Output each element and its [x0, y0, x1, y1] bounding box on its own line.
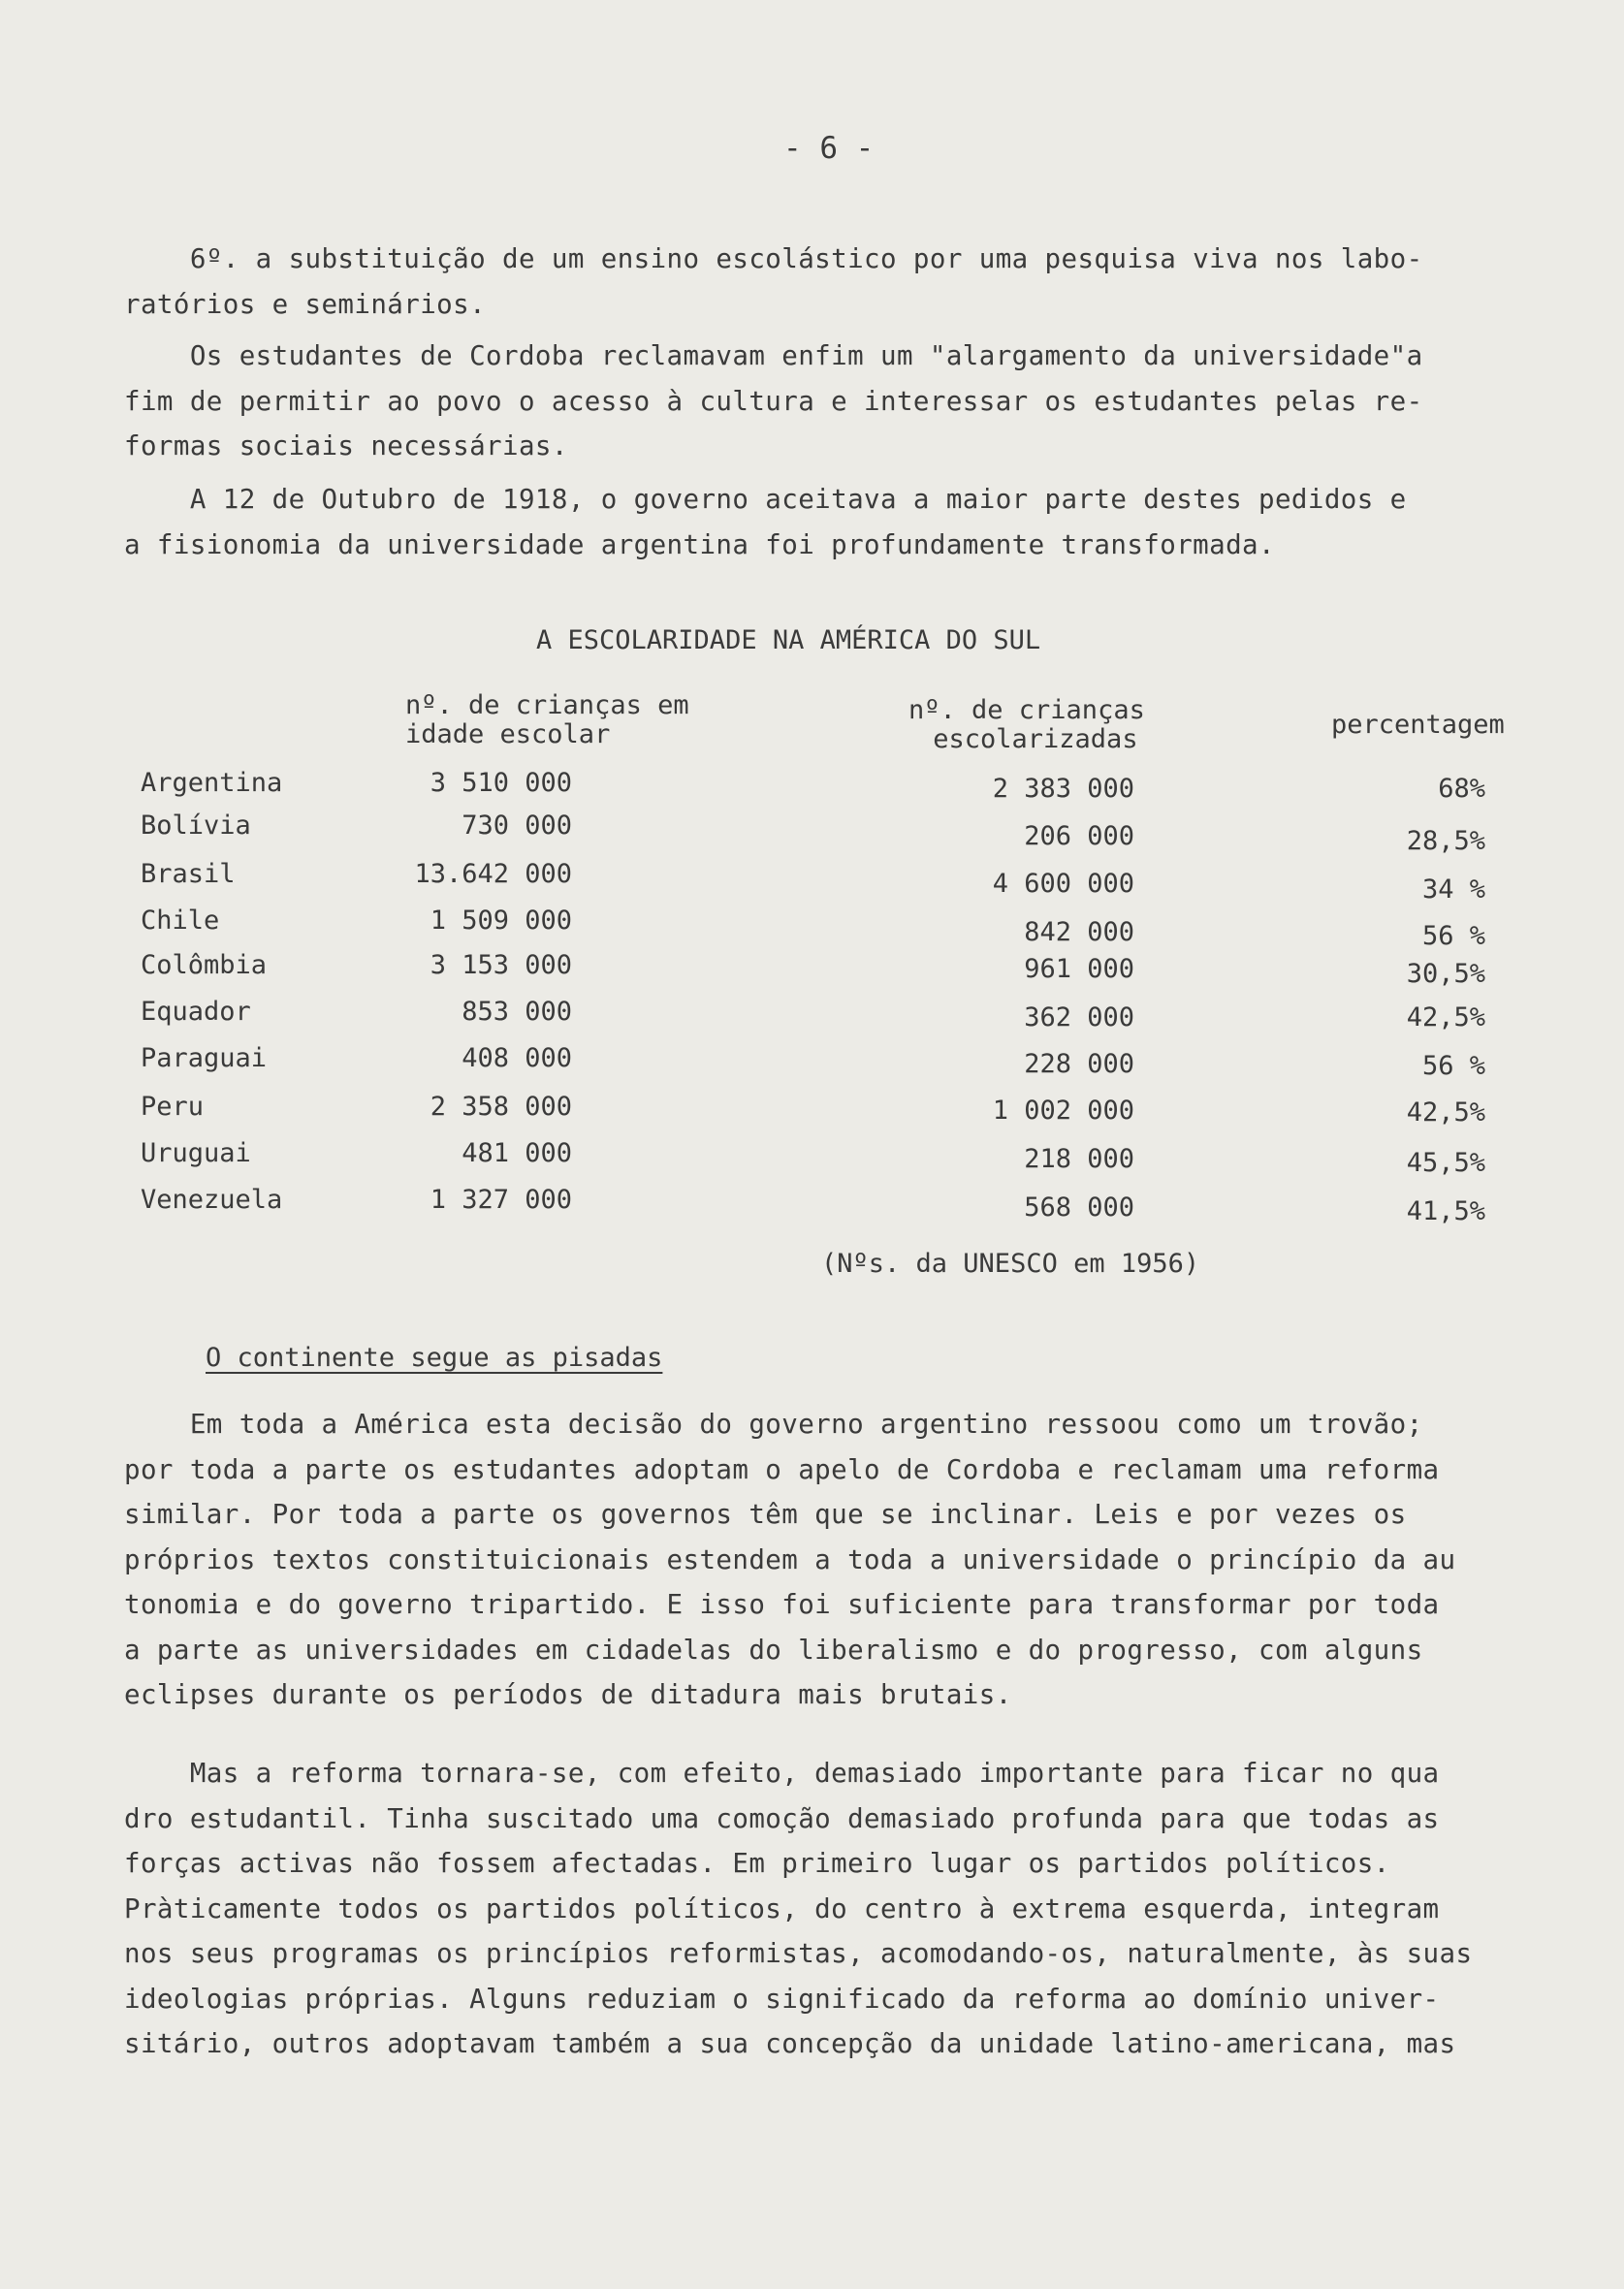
school-age-cell: 1 509 000	[430, 906, 572, 936]
country-cell: Peru	[141, 1092, 205, 1122]
enrolled-cell: 4 600 000	[992, 869, 1134, 899]
table-source-note: (Nºs. da UNESCO em 1956)	[821, 1249, 1200, 1279]
school-age-cell: 481 000	[462, 1138, 572, 1168]
body-paragraph-1	[124, 1402, 1520, 1718]
country-cell: Bolívia	[141, 811, 251, 841]
text-line: sitário, outros adoptavam também a sua concepção da unidade latino-americana, mas	[124, 2028, 1456, 2059]
table-title: A ESCOLARIDADE NA AMÉRICA DO SUL	[536, 625, 1041, 655]
enrolled-cell: 206 000	[1024, 821, 1134, 851]
header-line: idade escolar	[405, 719, 611, 749]
enrolled-cell: 362 000	[1024, 1002, 1134, 1033]
intro-paragraph-1	[124, 237, 1520, 327]
section-heading: O continente segue as pisadas	[206, 1343, 663, 1373]
header-percentage: percentagem	[1331, 710, 1505, 740]
percentage-cell: 41,5%	[1406, 1196, 1485, 1226]
text-line: formas sociais necessárias.	[124, 430, 568, 461]
school-age-cell: 408 000	[462, 1043, 572, 1073]
intro-paragraph-2	[124, 334, 1520, 469]
school-age-cell: 853 000	[462, 997, 572, 1027]
text-line: próprios textos constituicionais estendem a toda a universidade o princípio da au	[124, 1543, 1456, 1575]
text-line: similar. Por toda a parte os governos têm que se inclinar. Leis e por vezes os	[124, 1499, 1407, 1530]
enrolled-cell: 218 000	[1024, 1144, 1134, 1174]
enrolled-cell: 2 383 000	[992, 774, 1134, 804]
text-line: Mas a reforma tornara-se, com efeito, demasiado importante para ficar no qua	[124, 1758, 1440, 1789]
percentage-cell: 56 %	[1421, 1051, 1485, 1081]
text-line: nos seus programas os princípios reformistas, acomodando-os, naturalmente, às suas	[124, 1938, 1473, 1969]
percentage-cell: 34 %	[1421, 874, 1485, 905]
body-paragraph-2	[124, 1751, 1520, 2067]
percentage-cell: 68%	[1438, 774, 1485, 804]
text-line: forças activas não fossem afectadas. Em primeiro lugar os partidos políticos.	[124, 1848, 1390, 1879]
text-line: Os estudantes de Cordoba reclamavam enfim um "alargamento da universidade"a	[124, 340, 1423, 371]
text-line: ratórios e seminários.	[124, 288, 487, 320]
country-cell: Equador	[141, 997, 251, 1027]
text-line: Pràticamente todos os partidos políticos, do centro à extrema esquerda, integram	[124, 1892, 1440, 1924]
school-age-cell: 13.642 000	[414, 859, 572, 889]
school-age-cell: 1 327 000	[430, 1185, 572, 1215]
page-number: - 6 -	[783, 131, 875, 166]
enrolled-cell: 842 000	[1024, 917, 1134, 947]
percentage-cell: 42,5%	[1406, 1097, 1485, 1128]
text-line: a parte as universidades em cidadelas do liberalismo e do progresso, com alguns	[124, 1634, 1423, 1666]
country-cell: Uruguai	[141, 1138, 251, 1168]
school-age-cell: 3 153 000	[430, 950, 572, 980]
text-line: 6º. a substituição de um ensino escolástico por uma pesquisa viva nos labo-	[124, 243, 1423, 274]
text-line: ideologias próprias. Alguns reduziam o significado da reforma ao domínio univer-	[124, 1983, 1440, 2015]
header-school-age	[405, 691, 689, 749]
country-cell: Brasil	[141, 859, 236, 889]
country-cell: Chile	[141, 906, 220, 936]
school-age-cell: 3 510 000	[430, 768, 572, 798]
text-line: dro estudantil. Tinha suscitado uma comoção demasiado profunda para que todas as	[124, 1802, 1440, 1834]
header-line: nº. de crianças em	[405, 690, 689, 720]
country-cell: Argentina	[141, 768, 283, 798]
text-line: a fisionomia da universidade argentina foi profundamente transformada.	[124, 528, 1275, 560]
school-age-cell: 2 358 000	[430, 1092, 572, 1122]
country-cell: Paraguai	[141, 1043, 268, 1073]
enrolled-cell: 568 000	[1024, 1192, 1134, 1223]
enrolled-cell: 228 000	[1024, 1049, 1134, 1079]
percentage-cell: 56 %	[1421, 921, 1485, 951]
text-line: Em toda a América esta decisão do governo argentino ressoou como um trovão;	[124, 1409, 1423, 1440]
percentage-cell: 30,5%	[1406, 959, 1485, 989]
text-line: A 12 de Outubro de 1918, o governo aceitava a maior parte destes pedidos e	[124, 484, 1407, 515]
header-line: nº. de crianças	[908, 695, 1145, 725]
percentage-cell: 45,5%	[1406, 1148, 1485, 1178]
header-enrolled	[908, 696, 1145, 754]
intro-paragraph-3	[124, 477, 1520, 567]
text-line: tonomia e do governo tripartido. E isso foi suficiente para transformar por toda	[124, 1589, 1440, 1620]
percentage-cell: 28,5%	[1406, 826, 1485, 856]
percentage-cell: 42,5%	[1406, 1002, 1485, 1033]
enrolled-cell: 1 002 000	[992, 1096, 1134, 1126]
text-line: fim de permitir ao povo o acesso à cultura e interessar os estudantes pelas re-	[124, 385, 1423, 417]
text-line: por toda a parte os estudantes adoptam o apelo de Cordoba e reclamam uma reforma	[124, 1453, 1440, 1485]
country-cell: Colômbia	[141, 950, 268, 980]
school-age-cell: 730 000	[462, 811, 572, 841]
header-line: escolarizadas	[933, 724, 1138, 754]
text-line: eclipses durante os períodos de ditadura mais brutais.	[124, 1679, 1012, 1710]
enrolled-cell: 961 000	[1024, 954, 1134, 984]
country-cell: Venezuela	[141, 1185, 283, 1215]
